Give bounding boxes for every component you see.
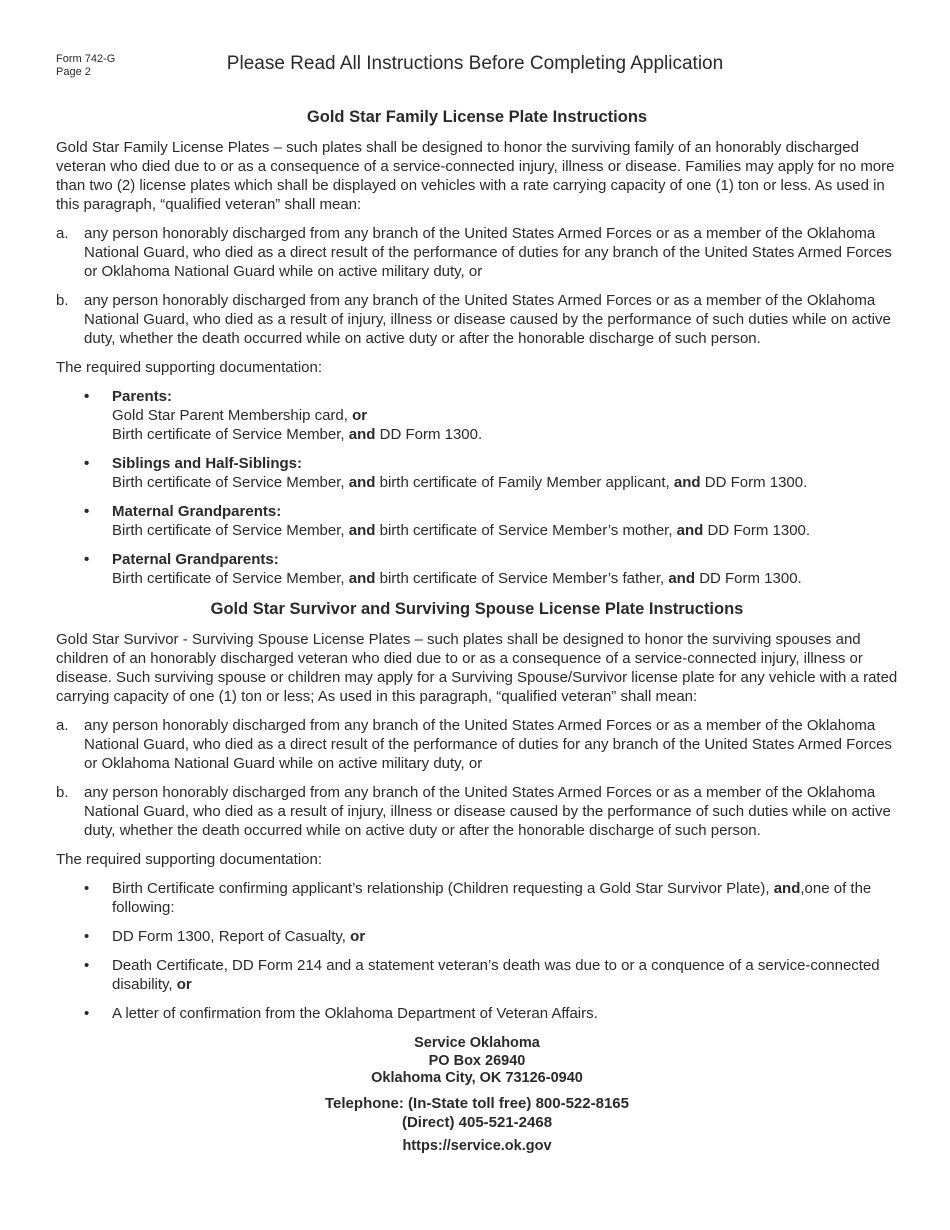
doc-and: and: [348, 522, 376, 539]
doc-and: and: [773, 880, 801, 897]
doc-text: DD Form 1300.: [699, 570, 802, 587]
doc-text: DD Form 1300, Report of Casualty,: [112, 928, 346, 945]
item-text: any person honorably discharged from any branch of the United States Armed Forces or as a member of the Oklahoma National Guard, who died as a direct result of the performance of duties for any branch of the United States Armed Forces or Oklahoma National Guard while on active military duty, or: [84, 225, 892, 280]
doc-paternal: [56, 550, 898, 588]
doc-text: A letter of confirmation from the Oklahoma Department of Veteran Affairs.: [112, 1005, 598, 1022]
doc-and: and: [676, 522, 704, 539]
doc-birth-certificate: [56, 879, 898, 917]
doc-or: or: [350, 928, 366, 945]
doc-text: birth certificate of Service Member’s mother,: [379, 522, 673, 539]
section2-item-b: [56, 783, 898, 840]
section2-intro: Gold Star Survivor - Surviving Spouse License Plates – such plates shall be designed to honor the surviving spouses and children of an honorably discharged veteran who died due to or as a consequence of a service-connected injury, illness or disease. Such surviving spouse or children may apply for a Surviving Spouse/Survivor license plate for any vehicle with a rated carrying capacity of one (1) ton or less; As used in this paragraph, “qualified veteran” shall mean:: [56, 631, 898, 705]
doc-maternal: [56, 502, 898, 540]
bullet: •: [84, 1005, 90, 1022]
doc-and: and: [668, 570, 696, 587]
bullet: •: [84, 503, 90, 520]
doc-and: and: [348, 426, 376, 443]
doc-heading: Siblings and Half-Siblings:: [112, 455, 303, 472]
doc-text: birth certificate of Family Member applicant,: [379, 474, 670, 491]
doc-dd-form-1300: [56, 927, 898, 946]
section1-item-b: [56, 291, 898, 348]
doc-text: birth certificate of Service Member’s father,: [379, 570, 665, 587]
item-label: a.: [56, 225, 69, 242]
doc-heading: Maternal Grandparents:: [112, 503, 282, 520]
doc-text: ,one of the following:: [112, 880, 872, 916]
contact-telephone: [56, 1094, 898, 1132]
doc-or: or: [352, 407, 368, 424]
bullet: •: [84, 880, 90, 897]
doc-text: DD Form 1300.: [379, 426, 483, 443]
section1-item-a: [56, 224, 898, 281]
item-text: any person honorably discharged from any branch of the United States Armed Forces or as a member of the Oklahoma National Guard, who died as a result of injury, illness or disease caused by the performance of such duties while on active duty, whether the death occurred while on active duty or after the honorable discharge of such person.: [84, 784, 891, 839]
doc-text: DD Form 1300.: [704, 474, 808, 491]
section1-intro: Gold Star Family License Plates – such plates shall be designed to honor the surviving family of an honorably discharged veteran who died due to or as a consequence of a service-connected injury, illness or disease. Families may apply for no more than two (2) license plates which shall be displayed on vehicles with a rate carrying capacity of one (1) ton or less. As used in this paragraph, “qualified veteran” shall mean:: [56, 139, 895, 213]
section1-title: Gold Star Family License Plate Instructions: [306, 108, 648, 126]
section1-required-docs: The required supporting documentation:: [56, 359, 323, 376]
doc-text: DD Form 1300.: [707, 522, 811, 539]
contact-po-box: PO Box 26940: [428, 1052, 526, 1069]
form-number: Form 742-G: [56, 53, 116, 65]
section2-doc-list: [56, 879, 898, 1023]
contact-block: [56, 1035, 898, 1155]
doc-text: Death Certificate, DD Form 214 and a statement veteran’s death was due to or a conquence of a service-connected disability,: [112, 957, 880, 993]
doc-heading: Parents:: [112, 388, 173, 405]
doc-death-certificate: [56, 956, 898, 994]
item-text: any person honorably discharged from any branch of the United States Armed Forces or as a member of the Oklahoma National Guard, who died as a result of injury, illness or disease caused by the performance of such duties while on active duty, whether the death occurred while on active duty or after the honorable discharge of such person.: [84, 292, 891, 347]
document-body: [56, 106, 898, 1155]
bullet: •: [84, 928, 90, 945]
doc-heading: Paternal Grandparents:: [112, 551, 279, 568]
doc-text: Birth certificate of Service Member,: [112, 426, 345, 443]
doc-text: Birth certificate of Service Member,: [112, 570, 345, 587]
doc-text: Birth certificate of Service Member,: [112, 522, 345, 539]
item-label: b.: [56, 292, 69, 309]
item-text: any person honorably discharged from any branch of the United States Armed Forces or as a member of the Oklahoma National Guard, who died as a direct result of the performance of duties for any branch of the United States Armed Forces or Oklahoma National Guard while on active military duty, or: [84, 717, 892, 772]
doc-siblings: [56, 454, 898, 492]
bullet: •: [84, 455, 90, 472]
telephone-direct: (Direct) 405-521-2468: [401, 1113, 553, 1131]
doc-text: Birth Certificate confirming applicant’s relationship (Children requesting a Gold Star Survivor Plate),: [112, 880, 770, 897]
section2-required-docs: The required supporting documentation:: [56, 851, 323, 868]
website-link[interactable]: https://service.ok.gov: [402, 1137, 552, 1154]
contact-org: Service Oklahoma: [414, 1035, 540, 1051]
item-label: a.: [56, 717, 69, 734]
doc-text: Birth certificate of Service Member,: [112, 474, 345, 491]
telephone-toll-free: Telephone: (In-State toll free) 800-522-8165: [325, 1094, 629, 1112]
doc-or: or: [176, 976, 192, 993]
bullet: •: [84, 551, 90, 568]
instructions-banner: Please Read All Instructions Before Completing Application: [226, 53, 724, 74]
bullet: •: [84, 388, 90, 405]
section2-item-a: [56, 716, 898, 773]
doc-text: Gold Star Parent Membership card,: [112, 407, 348, 424]
doc-confirmation-letter: [56, 1004, 898, 1023]
doc-and: and: [348, 474, 376, 491]
page-number: Page 2: [56, 66, 91, 78]
item-label: b.: [56, 784, 69, 801]
contact-city: Oklahoma City, OK 73126-0940: [371, 1070, 583, 1086]
doc-and: and: [673, 474, 701, 491]
doc-and: and: [348, 570, 376, 587]
section1-doc-list: [56, 387, 898, 588]
bullet: •: [84, 957, 90, 974]
section2-title: Gold Star Survivor and Surviving Spouse License Plate Instructions: [210, 600, 744, 618]
doc-parents: [56, 387, 898, 444]
